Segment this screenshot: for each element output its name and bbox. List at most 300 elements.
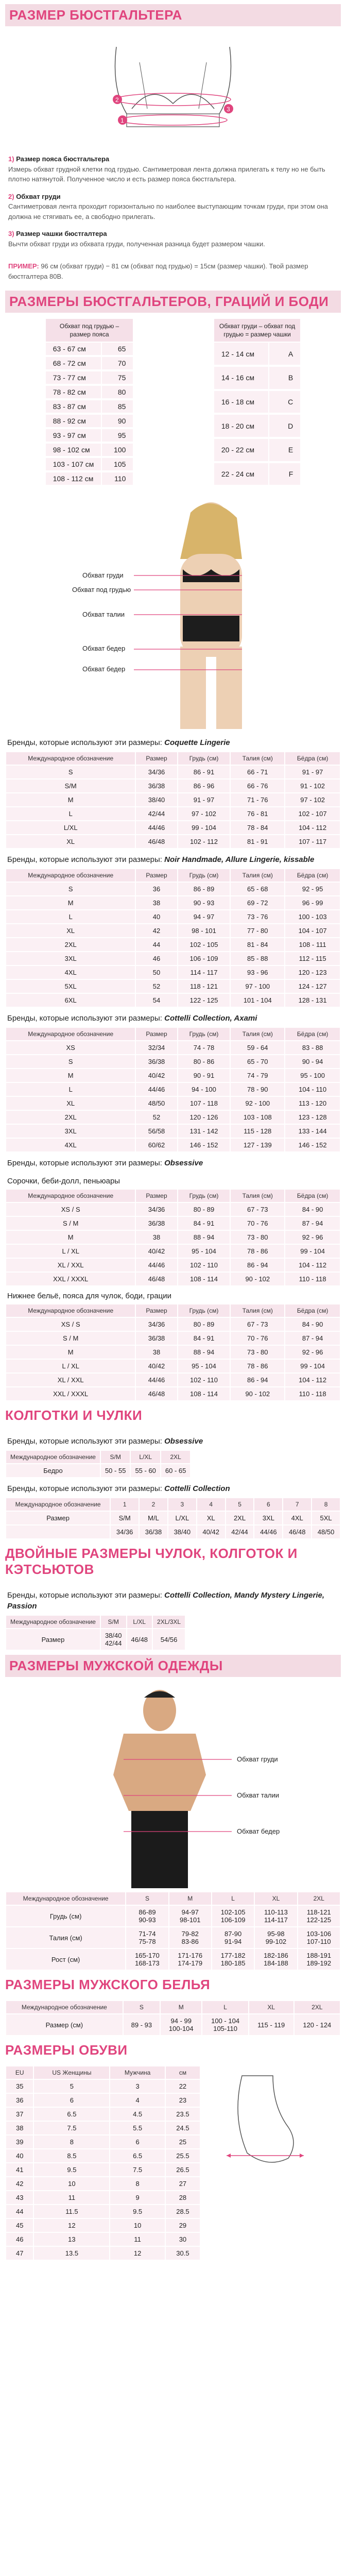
table-row <box>6 1069 340 1082</box>
header-line: размер пояса <box>70 331 109 338</box>
cell: 92 - 96 <box>285 1345 340 1359</box>
header-line: грудью = размер чашки <box>223 331 291 338</box>
table-row <box>46 357 133 370</box>
cell: 44/46 <box>135 1373 177 1387</box>
cell: A <box>269 343 300 366</box>
underbust-table <box>45 318 134 487</box>
cell: 30.5 <box>165 2246 200 2260</box>
table-row <box>214 463 300 486</box>
cell: 10 <box>110 2218 165 2232</box>
header-line: Обхват груди – обхват под <box>219 323 296 330</box>
cell: 40/42 <box>135 1069 177 1082</box>
table-row <box>6 1629 185 1650</box>
cell: 36/38 <box>135 1216 177 1230</box>
cell: 28.5 <box>165 2205 200 2218</box>
cell: 6.5 <box>33 2107 110 2121</box>
col-hips: Бёдра (см) <box>285 1027 340 1041</box>
section-title-tights: КОЛГОТКИ И ЧУЛКИ <box>5 1408 143 1423</box>
col-header: 2 <box>139 1498 168 1511</box>
row-label: 38 <box>6 2121 33 2135</box>
cell: 46/48 <box>135 1387 177 1401</box>
step-2 <box>8 192 338 222</box>
step-title: Размер чашки бюстгалтера <box>16 230 107 238</box>
col-header: XL <box>249 2001 294 2014</box>
cell: 115 - 119 <box>249 2014 294 2036</box>
cell: 56/58 <box>135 1124 177 1138</box>
row-label: M <box>6 1345 135 1359</box>
row-label: 41 <box>6 2163 33 2177</box>
cell: 36/38 <box>135 1331 177 1345</box>
example <box>5 258 341 286</box>
cell: 97 - 100 <box>230 979 285 993</box>
row-label: Грудь (см) <box>6 1905 126 1927</box>
cell: 6 <box>110 2135 165 2149</box>
cell: 30 <box>165 2232 200 2246</box>
col-header: 4 <box>197 1498 226 1511</box>
cell: 100 <box>102 444 133 457</box>
cell: 182-186 184-188 <box>254 1948 297 1970</box>
cell: 12 <box>110 2246 165 2260</box>
cell: 95 - 104 <box>178 1244 231 1258</box>
cell: 115 - 128 <box>230 1124 285 1138</box>
table-row <box>6 1055 340 1069</box>
cell: 131 - 142 <box>178 1124 231 1138</box>
cell: 40/42 <box>197 1525 226 1539</box>
cell: 127 - 139 <box>230 1138 285 1152</box>
row-label-empty <box>6 1525 110 1539</box>
men-label-hips: Обхват бедер <box>237 1827 280 1836</box>
subhead-underwear: Нижнее бельё, пояса для чулок, боди, грации <box>7 1292 172 1301</box>
row-label: 22 - 24 см <box>214 463 268 486</box>
cell: 106 - 109 <box>178 952 231 965</box>
cell: 2XL <box>226 1511 254 1525</box>
table-row <box>6 1258 340 1272</box>
col-intl: Международное обозначение <box>6 1615 100 1629</box>
row-label: 4XL <box>6 1138 135 1152</box>
row-label: Размер <box>6 1629 100 1650</box>
cell: 103-106 107-110 <box>298 1927 340 1948</box>
cell: 34/36 <box>110 1525 139 1539</box>
row-label: XS / S <box>6 1317 135 1331</box>
row-label: Рост (см) <box>6 1948 126 1970</box>
table-row <box>6 1464 191 1478</box>
cell: 6 <box>33 2093 110 2107</box>
row-label: 5XL <box>6 979 135 993</box>
table-row <box>6 882 340 896</box>
col-header: 2XL <box>298 1892 340 1905</box>
cell: 86-89 90-93 <box>126 1905 168 1927</box>
cell: L/XL <box>168 1511 197 1525</box>
table-row <box>6 965 340 979</box>
cell: 66 - 76 <box>230 779 285 793</box>
table-row <box>6 2218 200 2232</box>
col-2xl: 2XL <box>161 1450 191 1464</box>
cell: 36/38 <box>135 1055 177 1069</box>
cell: 104 - 107 <box>285 924 340 938</box>
row-label: 103 - 107 см <box>46 458 101 471</box>
step-3 <box>8 229 338 249</box>
col-header: 3 <box>168 1498 197 1511</box>
cell: 92 - 100 <box>230 1096 285 1110</box>
table-row <box>214 343 300 366</box>
cell: 92 - 95 <box>285 882 340 896</box>
cell: 80 - 89 <box>178 1202 231 1216</box>
cell: 73 - 76 <box>230 910 285 924</box>
men-figure <box>5 1682 341 1888</box>
table-row <box>6 2191 200 2205</box>
table-row <box>6 2135 200 2149</box>
table-row <box>46 429 133 443</box>
row-label: L <box>6 807 135 821</box>
cell: 79-82 83-86 <box>169 1927 212 1948</box>
col-header: 5 <box>226 1498 254 1511</box>
cell: 38 <box>135 1230 177 1244</box>
cell <box>152 1629 185 1650</box>
cell: 42/44 <box>226 1525 254 1539</box>
cell: 38/40 <box>168 1525 197 1539</box>
cell: 98 - 101 <box>178 924 231 938</box>
table-row <box>6 910 340 924</box>
cell: 112 - 115 <box>285 952 340 965</box>
cell: 102 - 110 <box>178 1373 231 1387</box>
brand-prefix: Бренды, которые используют эти размеры: <box>7 738 162 748</box>
cell: 85 <box>102 400 133 414</box>
cell: 88 - 94 <box>178 1230 231 1244</box>
cell-value: 54/56 <box>160 1635 178 1643</box>
cell: 120 - 123 <box>285 965 340 979</box>
cell: 59 - 64 <box>230 1041 285 1055</box>
cell: 46/48 <box>135 1272 177 1286</box>
cell: 128 - 131 <box>285 993 340 1007</box>
table-row <box>6 1345 340 1359</box>
cell: D <box>269 415 300 438</box>
cell: 90 <box>102 415 133 428</box>
svg-text:1: 1 <box>120 117 124 124</box>
cell: 60 - 65 <box>161 1464 191 1478</box>
col-header: 2XL <box>294 2001 340 2014</box>
cell: 65 <box>102 343 133 356</box>
cell: 74 - 78 <box>178 1041 231 1055</box>
col-header: Международное обозначение <box>6 2001 123 2014</box>
col-header: S <box>123 2001 160 2014</box>
step-num: 3) <box>8 230 14 238</box>
cell: 91 - 97 <box>178 793 231 807</box>
row-label: 18 - 20 см <box>214 415 268 438</box>
cell: 8 <box>33 2135 110 2149</box>
row-label: 93 - 97 см <box>46 429 101 443</box>
brand-line-4 <box>5 1153 341 1172</box>
row-label: 43 <box>6 2191 33 2205</box>
cell: 67 - 73 <box>230 1202 285 1216</box>
subhead-nightwear: Сорочки, беби-долл, пеньюары <box>7 1177 120 1186</box>
table-row <box>6 1138 340 1152</box>
table-row <box>214 439 300 462</box>
bust-tables <box>5 318 341 487</box>
cell: 123 - 128 <box>285 1110 340 1124</box>
col-header: US Женщины <box>33 2066 110 2079</box>
table-row <box>6 1927 340 1948</box>
model-figure <box>5 492 341 729</box>
cell: 90 - 102 <box>230 1387 285 1401</box>
cell: 97 - 102 <box>178 807 231 821</box>
col-intl: Международное обозначение <box>6 1498 110 1511</box>
row-label: Размер <box>6 1511 110 1525</box>
table-row <box>6 2149 200 2163</box>
table-row <box>6 1230 340 1244</box>
table-row <box>6 1041 340 1055</box>
brand-names: Cottelli Collection <box>164 1484 230 1494</box>
cell: 177-182 180-185 <box>212 1948 254 1970</box>
table-row <box>46 386 133 399</box>
col-intl: Международное обозначение <box>6 1027 135 1041</box>
cell: 40/42 <box>135 1244 177 1258</box>
col-header: XL <box>254 1892 297 1905</box>
cell: 28 <box>165 2191 200 2205</box>
cell: 84 - 90 <box>285 1317 340 1331</box>
col-chest: Грудь (см) <box>178 869 231 882</box>
row-label: L / XL <box>6 1359 135 1373</box>
cell: 71-74 75-78 <box>126 1927 168 1948</box>
cup-header <box>214 319 300 342</box>
row-label: 42 <box>6 2177 33 2191</box>
table-row <box>6 1948 340 1970</box>
cell: 81 - 91 <box>230 835 285 849</box>
cell: 104 - 112 <box>285 1373 340 1387</box>
table-row <box>6 1272 340 1286</box>
cell: 54 <box>135 993 177 1007</box>
row-label: Талия (см) <box>6 1927 126 1948</box>
cell: 146 - 152 <box>285 1138 340 1152</box>
row-label: 2XL <box>6 1110 135 1124</box>
step-title: Размер пояса бюстгальтера <box>16 155 110 163</box>
brand-names: Obsessive <box>164 1437 203 1446</box>
table-row <box>46 400 133 414</box>
table-row <box>46 415 133 428</box>
cell: 24.5 <box>165 2121 200 2135</box>
row-label: 45 <box>6 2218 33 2232</box>
cell: 50 - 55 <box>100 1464 130 1478</box>
col-header: см <box>165 2066 200 2079</box>
cell: 40 <box>135 910 177 924</box>
brand-line-1 <box>5 732 341 751</box>
cell: 65 - 70 <box>230 1055 285 1069</box>
row-label: M <box>6 793 135 807</box>
cell: 50 <box>135 965 177 979</box>
cell: 48/50 <box>135 1096 177 1110</box>
cell: 42 <box>135 924 177 938</box>
menunder-table <box>5 2000 341 2036</box>
row-label: XL <box>6 1096 135 1110</box>
col-waist: Талия (см) <box>230 752 285 765</box>
cell: 74 - 79 <box>230 1069 285 1082</box>
cell: 99 - 104 <box>285 1359 340 1373</box>
bust-steps <box>5 145 341 258</box>
cell: 94 - 100 <box>178 1082 231 1096</box>
cell: 95 - 104 <box>178 1359 231 1373</box>
table-row <box>6 1244 340 1258</box>
cell: 118-121 122-125 <box>298 1905 340 1927</box>
row-label: XL / XXL <box>6 1373 135 1387</box>
section-title-sizes: РАЗМЕРЫ БЮСТГАЛЬТЕРОВ, ГРАЦИЙ И БОДИ <box>5 291 341 313</box>
bra-illustration <box>96 31 250 145</box>
cell: 75 <box>102 371 133 385</box>
row-label: 37 <box>6 2107 33 2121</box>
cell: 77 - 80 <box>230 924 285 938</box>
table-row <box>6 2093 200 2107</box>
label-under: Обхват под грудью <box>72 586 131 594</box>
cell: 48/50 <box>312 1525 340 1539</box>
row-label: 16 - 18 см <box>214 391 268 414</box>
cell: 71 - 76 <box>230 793 285 807</box>
col-size: Размер <box>135 869 177 882</box>
cell: 34/36 <box>135 1317 177 1331</box>
cell: 9.5 <box>33 2163 110 2177</box>
col-waist: Талия (см) <box>230 869 285 882</box>
table-row <box>6 1359 340 1373</box>
cell: 97 - 102 <box>285 793 340 807</box>
cell: 11.5 <box>33 2205 110 2218</box>
cell: 89 - 93 <box>123 2014 160 2036</box>
table-row <box>6 2163 200 2177</box>
row-label: XL / XXL <box>6 1258 135 1272</box>
cell: 25.5 <box>165 2149 200 2163</box>
table-row <box>6 1525 340 1539</box>
col-header: 8 <box>312 1498 340 1511</box>
row-label: 47 <box>6 2246 33 2260</box>
step-text: Вычти обхват груди из обхвата груди, полученная разница будет размером чашки. <box>8 240 265 248</box>
table-row <box>6 835 340 849</box>
row-label: S / M <box>6 1331 135 1345</box>
col-intl: Международное обозначение <box>6 1304 135 1317</box>
table-row <box>6 1905 340 1927</box>
table-row <box>6 2246 200 2260</box>
cell: XL <box>197 1511 226 1525</box>
cell: 44/46 <box>135 1258 177 1272</box>
step-num: 2) <box>8 192 14 200</box>
col-waist: Талия (см) <box>230 1189 285 1202</box>
header-line: Обхват под грудью – <box>59 323 119 330</box>
col-sm: S/M <box>100 1450 130 1464</box>
row-label: 3XL <box>6 1124 135 1138</box>
cell: 11 <box>110 2232 165 2246</box>
cell: 4.5 <box>110 2107 165 2121</box>
cell: 7.5 <box>110 2163 165 2177</box>
cell: 8 <box>110 2177 165 2191</box>
cell: 4 <box>110 2093 165 2107</box>
table-row <box>6 1511 340 1525</box>
cell: 107 - 118 <box>178 1096 231 1110</box>
cell-value: 42/44 <box>105 1639 122 1648</box>
col-hips: Бёдра (см) <box>285 1189 340 1202</box>
cell: 94 - 99 100-104 <box>160 2014 202 2036</box>
cell: 52 <box>135 1110 177 1124</box>
cell: 104 - 110 <box>285 1082 340 1096</box>
row-label: 108 - 112 см <box>46 472 101 486</box>
table-row <box>6 1373 340 1387</box>
cell: 102 - 112 <box>178 835 231 849</box>
cell: 67 - 73 <box>230 1317 285 1331</box>
cell: 40/42 <box>135 1359 177 1373</box>
table-row <box>46 458 133 471</box>
brand-names: Cottelli Collection, Axami <box>164 1014 257 1023</box>
cell: 91 - 97 <box>285 765 340 779</box>
row-label: XL <box>6 835 135 849</box>
cell: 95 <box>102 429 133 443</box>
cell: 70 <box>102 357 133 370</box>
row-label: M <box>6 1069 135 1082</box>
row-label: S <box>6 1055 135 1069</box>
table-row <box>6 1124 340 1138</box>
cell: 11 <box>33 2191 110 2205</box>
cell: 5.5 <box>110 2121 165 2135</box>
cell: 171-176 174-179 <box>169 1948 212 1970</box>
cell-value: 38/40 <box>105 1632 122 1640</box>
cell: 88 - 94 <box>178 1345 231 1359</box>
cell: 110 - 118 <box>285 1387 340 1401</box>
row-label: 35 <box>6 2079 33 2093</box>
cell: 90 - 91 <box>178 1069 231 1082</box>
cell: 104 - 112 <box>285 1258 340 1272</box>
cell: 29 <box>165 2218 200 2232</box>
cell: 13.5 <box>33 2246 110 2260</box>
brand-prefix: Бренды, которые используют эти размеры: <box>7 1591 162 1600</box>
row-label: 73 - 77 см <box>46 371 101 385</box>
tights-table-1 <box>5 1450 191 1478</box>
cell: 84 - 90 <box>285 1202 340 1216</box>
table-row <box>6 979 340 993</box>
col-2xl3xl: 2XL/3XL <box>152 1615 185 1629</box>
cell: 80 <box>102 386 133 399</box>
cell: 83 - 88 <box>285 1041 340 1055</box>
cell: 99 - 104 <box>178 821 231 835</box>
cell: 13 <box>33 2232 110 2246</box>
cell: 103 - 108 <box>230 1110 285 1124</box>
row-label: 36 <box>6 2093 33 2107</box>
cell <box>100 1629 127 1650</box>
size-table-4 <box>5 1189 341 1286</box>
col-header: L <box>212 1892 254 1905</box>
row-label: L / XL <box>6 1244 135 1258</box>
double-table <box>5 1615 186 1651</box>
cell: 90 - 94 <box>285 1055 340 1069</box>
cell: 90 - 102 <box>230 1272 285 1286</box>
row-label: XS / S <box>6 1202 135 1216</box>
col-size: Размер <box>135 752 177 765</box>
table-row <box>6 1110 340 1124</box>
row-label: 44 <box>6 2205 33 2218</box>
row-label: L <box>6 1082 135 1096</box>
col-chest: Грудь (см) <box>178 1189 231 1202</box>
tights-table-2 <box>5 1497 341 1539</box>
cell: 86 - 89 <box>178 882 231 896</box>
table-row <box>46 343 133 356</box>
row-label: 12 - 14 см <box>214 343 268 366</box>
cell: 95-98 99-102 <box>254 1927 297 1948</box>
col-header: S <box>126 1892 168 1905</box>
section-title-menunder: РАЗМЕРЫ МУЖСКОГО БЕЛЬЯ <box>5 1977 211 1993</box>
table-row <box>214 367 300 390</box>
col-intl: Международное обозначение <box>6 1450 100 1464</box>
foot-illustration <box>211 2065 314 2179</box>
cell: 5XL <box>312 1511 340 1525</box>
brand-names: Coquette Lingerie <box>164 738 230 748</box>
cell: 36/38 <box>135 779 177 793</box>
table-row <box>6 1331 340 1345</box>
col-sm: S/M <box>100 1615 127 1629</box>
cell: 104 - 112 <box>285 821 340 835</box>
table-row <box>6 952 340 965</box>
cell: 34/36 <box>135 765 177 779</box>
